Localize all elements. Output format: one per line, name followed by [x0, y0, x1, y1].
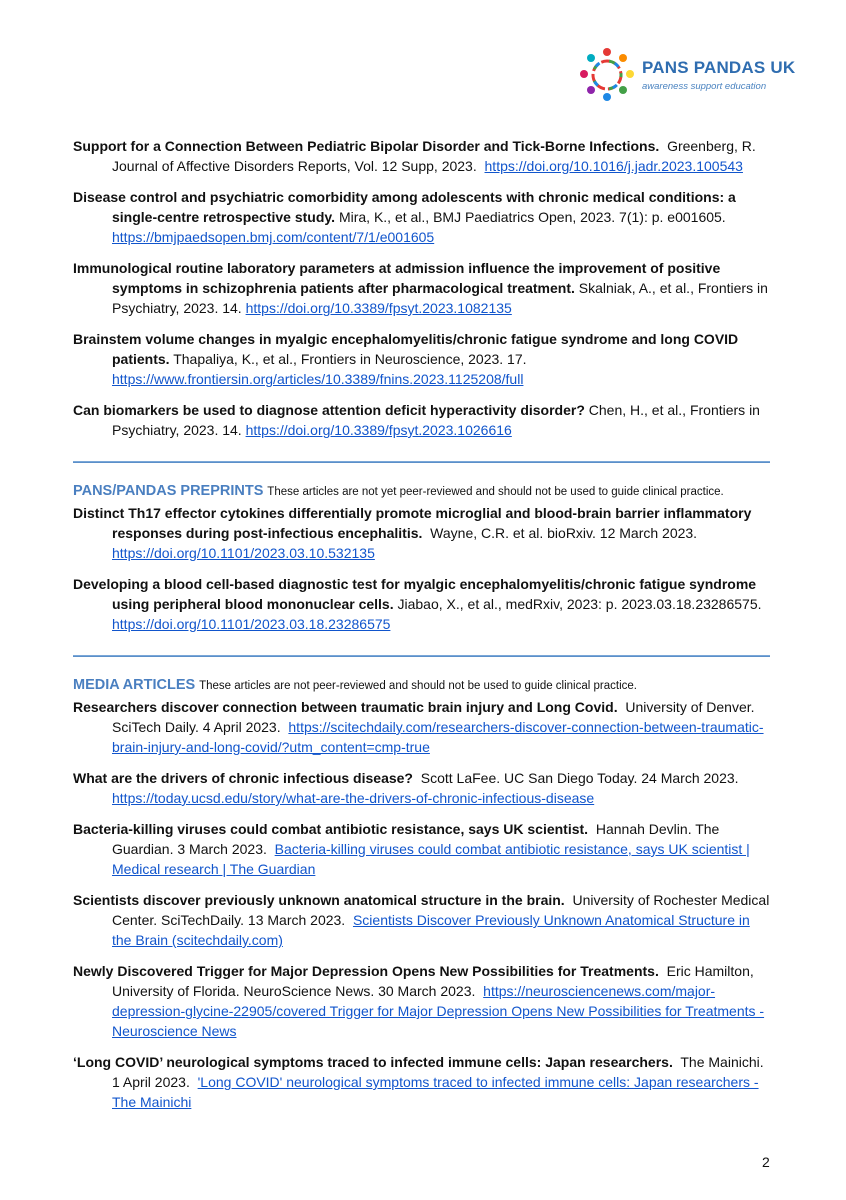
preprint-title: Developing a blood cell-based diagnostic test for myalgic encephalomyelitis/chronic fatigue syndrome using peripheral blood mononuclear cells.	[73, 576, 757, 612]
preprint-link[interactable]: https://doi.org/10.1101/2023.03.10.532135	[112, 545, 375, 561]
media-item	[73, 890, 773, 950]
pans-pandas-logo	[578, 48, 796, 104]
people-circle-logo-icon	[578, 46, 636, 104]
logo-name: PANS PANDAS UK	[642, 58, 796, 77]
media-citation: Hannah Devlin. The Guardian. 3 March 2023.	[112, 821, 720, 857]
media-item	[73, 819, 773, 879]
page-number: 2	[762, 1154, 770, 1170]
media-link[interactable]: Bacteria-killing viruses could combat antibiotic resistance, says UK scientist | Medical research | The Guardian	[112, 841, 750, 877]
reference-citation: Mira, K., et al., BMJ Paediatrics Open, 2023. 7(1): p. e001605.	[338, 209, 726, 225]
section-divider	[73, 461, 770, 463]
preprint-item	[73, 503, 773, 563]
reference-item	[73, 329, 773, 389]
media-title: ‘Long COVID’ neurological symptoms traced to infected immune cells: Japan researchers.	[73, 1054, 673, 1070]
reference-citation: Thapaliya, K., et al., Frontiers in Neuroscience, 2023. 17.	[173, 351, 527, 367]
media-item	[73, 1052, 773, 1112]
reference-item	[73, 136, 773, 176]
media-title: Researchers discover connection between traumatic brain injury and Long Covid.	[73, 699, 618, 715]
media-link[interactable]: https://scitechdaily.com/researchers-discover-connection-between-traumatic-brain-injury-and-long-covid/?utm_content=cmp-true	[112, 719, 764, 755]
section-divider	[73, 655, 770, 657]
media-citation: University of Rochester Medical Center. SciTechDaily. 13 March 2023.	[112, 892, 770, 928]
reference-link[interactable]: https://doi.org/10.3389/fpsyt.2023.1082135	[245, 300, 512, 316]
preprint-citation: Jiabao, X., et al., medRxiv, 2023: p. 2023.03.18.23286575.	[397, 596, 762, 612]
media-item	[73, 961, 773, 1041]
reference-title: Immunological routine laboratory parameters at admission influence the improvement of positive symptoms in schizophrenia patients after pharmacological treatment.	[73, 260, 721, 296]
media-item	[73, 697, 773, 757]
preprint-link[interactable]: https://doi.org/10.1101/2023.03.18.23286575	[112, 616, 391, 632]
section-title: PANS/PANDAS PREPRINTS	[73, 483, 264, 499]
media-title: Newly Discovered Trigger for Major Depression Opens New Possibilities for Treatments.	[73, 963, 659, 979]
reference-citation: Skalniak, A., et al., Frontiers in Psychiatry, 2023. 14.	[112, 280, 768, 316]
preprint-item	[73, 574, 773, 634]
section-disclaimer: These articles are not yet peer-reviewed and should not be used to guide clinical practice.	[267, 486, 724, 498]
reference-item	[73, 258, 773, 318]
preprint-citation: Wayne, C.R. et al. bioRxiv. 12 March 2023.	[430, 525, 698, 541]
media-title: What are the drivers of chronic infectious disease?	[73, 770, 413, 786]
media-title: Scientists discover previously unknown anatomical structure in the brain.	[73, 892, 565, 908]
preprints-header	[73, 481, 773, 501]
reference-link[interactable]: https://doi.org/10.3389/fpsyt.2023.1026616	[245, 422, 512, 438]
logo-tagline: awareness support education	[642, 81, 767, 92]
reference-title: Can biomarkers be used to diagnose attention deficit hyperactivity disorder?	[73, 402, 585, 418]
reference-citation: Chen, H., et al., Frontiers in Psychiatry, 2023. 14.	[112, 402, 760, 438]
media-citation: Scott LaFee. UC San Diego Today. 24 March 2023.	[420, 770, 739, 786]
media-citation: Eric Hamilton, University of Florida. NeuroScience News. 30 March 2023.	[112, 963, 754, 999]
media-item	[73, 768, 773, 808]
media-link[interactable]: Scientists Discover Previously Unknown Anatomical Structure in the Brain (scitechdaily.com)	[112, 912, 750, 948]
reference-item	[73, 400, 773, 440]
page-content	[73, 136, 773, 1123]
section-disclaimer: These articles are not peer-reviewed and should not be used to guide clinical practice.	[199, 680, 637, 692]
reference-link[interactable]: https://doi.org/10.1016/j.jadr.2023.100543	[484, 158, 743, 174]
media-link[interactable]: https://neurosciencenews.com/major-depression-glycine-22905/covered Trigger for Major Depression Opens New Possibilities for Treatments - Neuroscience News	[112, 983, 765, 1039]
media-citation: The Mainichi. 1 April 2023.	[112, 1054, 764, 1090]
reference-citation: Greenberg, R. Journal of Affective Disorders Reports, Vol. 12 Supp, 2023.	[112, 138, 756, 174]
reference-link[interactable]: https://www.frontiersin.org/articles/10.3389/fnins.2023.1125208/full	[112, 371, 524, 387]
reference-title: Support for a Connection Between Pediatric Bipolar Disorder and Tick-Borne Infections.	[73, 138, 660, 154]
media-citation: University of Denver. SciTech Daily. 4 April 2023.	[112, 699, 755, 735]
media-link[interactable]: https://today.ucsd.edu/story/what-are-the-drivers-of-chronic-infectious-disease	[112, 790, 595, 806]
reference-title: Brainstem volume changes in myalgic encephalomyelitis/chronic fatigue syndrome and long COVID patients.	[73, 331, 739, 367]
reference-item	[73, 187, 773, 247]
preprint-title: Distinct Th17 effector cytokines differentially promote microglial and blood-brain barrier inflammatory responses during post-infectious encephalitis.	[73, 505, 752, 541]
section-title: MEDIA ARTICLES	[73, 677, 196, 693]
reference-link[interactable]: https://bmjpaedsopen.bmj.com/content/7/1/e001605	[112, 229, 435, 245]
media-section	[73, 675, 773, 1112]
references-list	[73, 136, 773, 440]
media-title: Bacteria-killing viruses could combat antibiotic resistance, says UK scientist.	[73, 821, 589, 837]
media-header	[73, 675, 773, 695]
preprints-section	[73, 481, 773, 634]
media-link[interactable]: 'Long COVID' neurological symptoms traced to infected immune cells: Japan researchers - The Mainichi	[112, 1074, 759, 1110]
reference-title: Disease control and psychiatric comorbidity among adolescents with chronic medical conditions: a single-centre retrospective study.	[73, 189, 736, 225]
